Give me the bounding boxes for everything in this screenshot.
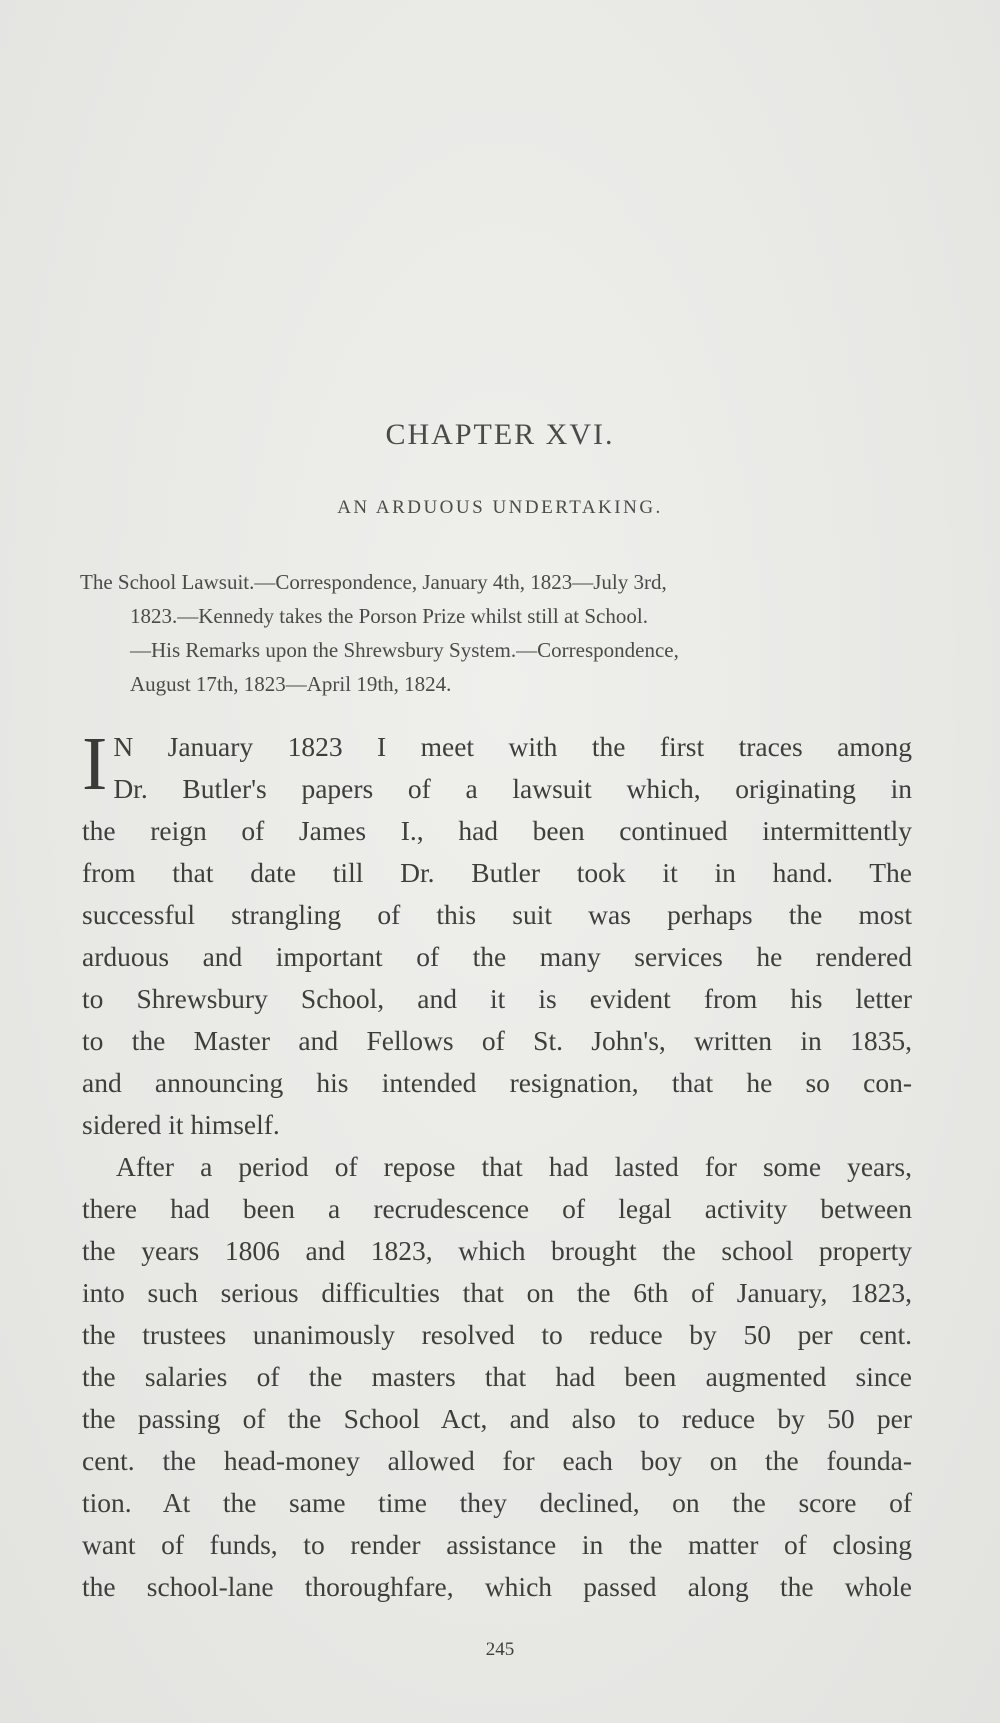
- paragraph-2: [82, 1146, 912, 1608]
- synopsis-line: The School Lawsuit.—Correspondence, January 4th, 1823—July 3rd,: [80, 570, 667, 594]
- synopsis-line: 1823.—Kennedy takes the Porson Prize whilst still at School.: [130, 604, 648, 628]
- text-line: tion. At the same time they declined, on the score of: [82, 1487, 912, 1518]
- page-number: 245: [485, 1639, 515, 1660]
- drop-cap: I: [82, 722, 108, 806]
- chapter-subtitle: AN ARDUOUS UNDERTAKING.: [337, 497, 663, 518]
- text-line: successful strangling of this suit was perhaps the most: [82, 899, 912, 930]
- chapter-title: CHAPTER XVI.: [385, 418, 615, 451]
- text-line: to Shrewsbury School, and it is evident from his letter: [82, 983, 912, 1014]
- text-line: the trustees unanimously resolved to reduce by 50 per cent.: [82, 1319, 912, 1350]
- text-line: After a period of repose that had lasted for some years,: [116, 1151, 912, 1182]
- body-text: [82, 722, 912, 1608]
- text-line: arduous and important of the many services he rendered: [82, 941, 912, 972]
- text-line: the school-lane thoroughfare, which passed along the whole: [82, 1571, 912, 1602]
- text-line: N January 1823 I meet with the first traces among: [113, 731, 912, 762]
- text-line: the years 1806 and 1823, which brought the school property: [82, 1235, 912, 1266]
- text-line: the passing of the School Act, and also to reduce by 50 per: [82, 1403, 912, 1434]
- paragraph-1: [82, 722, 912, 1146]
- synopsis-line: —His Remarks upon the Shrewsbury System.—Correspondence,: [130, 638, 679, 662]
- text-line: into such serious difficulties that on the 6th of January, 1823,: [82, 1277, 912, 1308]
- text-line: there had been a recrudescence of legal activity between: [82, 1193, 912, 1224]
- text-line: sidered it himself.: [82, 1109, 280, 1140]
- text-line: to the Master and Fellows of St. John's, written in 1835,: [82, 1025, 912, 1056]
- text-line: cent. the head-money allowed for each boy on the founda-: [82, 1445, 912, 1476]
- synopsis-line: August 17th, 1823—April 19th, 1824.: [130, 672, 452, 696]
- chapter-synopsis: [80, 565, 910, 701]
- text-line: the salaries of the masters that had been augmented since: [82, 1361, 912, 1392]
- text-line: Dr. Butler's papers of a lawsuit which, originating in: [113, 773, 912, 804]
- text-line: and announcing his intended resignation, that he so con-: [82, 1067, 912, 1098]
- text-line: the reign of James I., had been continued intermittently: [82, 815, 912, 846]
- text-line: from that date till Dr. Butler took it in hand. The: [82, 857, 912, 888]
- text-line: want of funds, to render assistance in the matter of closing: [82, 1529, 912, 1560]
